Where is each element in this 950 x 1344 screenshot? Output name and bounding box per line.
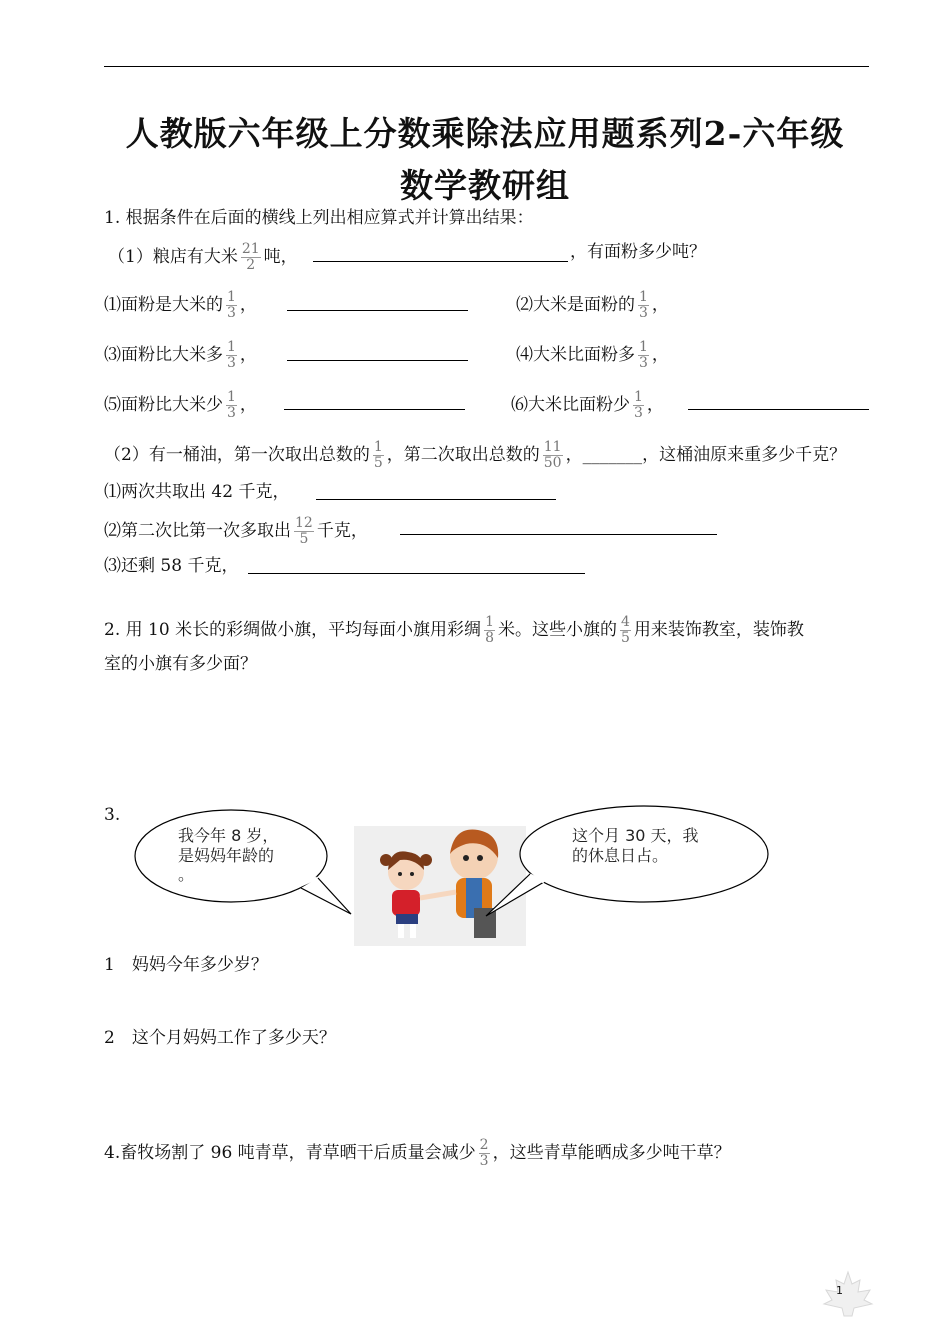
answer-line[interactable] xyxy=(313,261,568,262)
q1-part2-sub1: ⑴两次共取出 42 千克， xyxy=(104,482,290,502)
q3-sub2: 2 这个月妈妈工作了多少天？ xyxy=(104,1028,336,1048)
fraction: $\frac{2}{3}$ xyxy=(479,1137,489,1169)
q1-part2-sub2: ⑵第二次比第一次多取出 $\frac{12}{5}$ 千克， xyxy=(104,515,368,547)
fraction: $\frac{11}{50}$ xyxy=(543,439,562,471)
fraction: $\frac{12}{5}$ xyxy=(295,515,313,547)
fraction: $\frac{1}{3}$ xyxy=(639,339,648,371)
q3-label: 3. xyxy=(104,805,121,825)
bubble-left-line1: 我今年 8 岁， xyxy=(178,826,279,845)
q1-item-4: ⑷大米比面粉多 $\frac{1}{3}$ ， xyxy=(516,339,669,371)
bubble-right-line1: 这个月 30 天，我 xyxy=(572,826,699,845)
q1-part1 xyxy=(108,242,298,273)
page-title-line2: 数学教研组 xyxy=(400,166,570,205)
maple-leaf-icon xyxy=(822,1270,874,1320)
fraction: $\frac{1}{3}$ xyxy=(227,289,236,321)
fraction: $\frac{1}{3}$ xyxy=(634,389,643,421)
q1-item-1: ⑴面粉是大米的 $\frac{1}{3}$ ， xyxy=(104,289,257,321)
bubble-left-line2: 是妈妈年龄的 xyxy=(178,846,275,865)
page-number: 1 xyxy=(836,1284,843,1297)
q1-intro: 1. 根据条件在后面的横线上列出相应算式并计算出结果： xyxy=(104,208,534,228)
q2-line2: 室的小旗有多少面？ xyxy=(104,654,257,674)
q1-item-5: ⑸面粉比大米少 $\frac{1}{3}$ ， xyxy=(104,389,257,421)
answer-line[interactable] xyxy=(284,409,465,410)
q1-part1-mid: 吨， xyxy=(263,247,298,267)
answer-line[interactable] xyxy=(287,310,468,311)
fraction: $\frac{1}{8}$ xyxy=(485,614,494,646)
page-title-line1: 人教版六年级上分数乘除法应用题系列2-六年级 xyxy=(125,114,845,153)
answer-line[interactable] xyxy=(400,534,717,535)
q1-part1-pre: （1）粮店有大米 xyxy=(108,247,238,267)
q1-part1-post: ，有面粉多少吨？ xyxy=(570,242,706,262)
q1-part2-sub3: ⑶还剩 58 千克， xyxy=(104,556,239,576)
bubble-right-line2: 的休息日占。 xyxy=(572,846,669,865)
header-rule xyxy=(104,66,869,67)
answer-line[interactable] xyxy=(287,360,468,361)
fraction: $\frac{4}{5}$ xyxy=(620,614,630,646)
q1-item-3: ⑶面粉比大米多 $\frac{1}{3}$ ， xyxy=(104,339,257,371)
answer-line[interactable] xyxy=(248,573,585,574)
q1-item-2: ⑵大米是面粉的 $\frac{1}{3}$ ， xyxy=(516,289,669,321)
fraction: $\frac{21}{2}$ xyxy=(241,241,260,273)
q2-line1: 2. 用 10 米长的彩绸做小旗，平均每面小旗用彩绸 $\frac{1}{8}$ 米。这些小旗的 $\frac{4}{5}$ 用来装饰教室，装饰教 xyxy=(104,614,804,646)
answer-line[interactable] xyxy=(316,499,556,500)
q1-item-6: ⑹大米比面粉少 $\frac{1}{3}$ ， xyxy=(511,389,664,421)
bubble-left-line3: 。 xyxy=(178,865,195,884)
q3-sub1: 1 妈妈今年多少岁？ xyxy=(104,955,268,975)
q4-text: 4.畜牧场割了 96 吨青草，青草晒干后质量会减少 $\frac{2}{3}$ ，这些青草能晒成多少吨干草？ xyxy=(104,1137,731,1169)
fraction: $\frac{1}{3}$ xyxy=(227,389,236,421)
q1-part2: （2）有一桶油，第一次取出总数的 $\frac{1}{5}$ ，第二次取出总数的 $\frac{11}{50}$ ，_______，这桶油原来重多少千克？ xyxy=(104,439,847,471)
fraction: $\frac{1}{5}$ xyxy=(373,439,383,471)
fraction: $\frac{1}{3}$ xyxy=(639,289,648,321)
fraction: $\frac{1}{3}$ xyxy=(227,339,236,371)
answer-line[interactable] xyxy=(688,409,869,410)
